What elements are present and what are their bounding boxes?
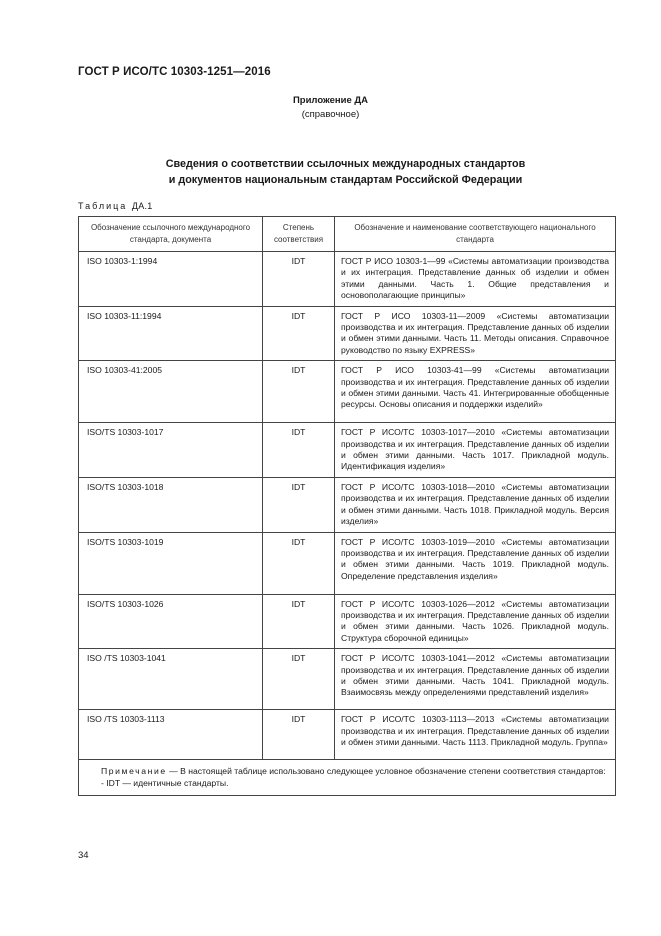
degree-cell: IDT — [263, 649, 335, 710]
table-caption — [78, 201, 153, 211]
column-header-reference: Обозначение ссылочного международного стандарта, документа — [79, 217, 263, 252]
national-standard-cell: ГОСТ Р ИСО/ТС 10303-1017—2010 «Системы автоматизации производства и их интеграция. Представление данных об изделии и обмен этими данными. Часть 1017. Прикладной модуль. Идентификация изделия» — [335, 423, 616, 478]
table-row — [79, 532, 616, 594]
table-caption-number: ДА.1 — [131, 201, 153, 211]
degree-cell: IDT — [263, 477, 335, 532]
degree-cell: IDT — [263, 710, 335, 760]
note-item: - IDT — идентичные стандарты. — [101, 778, 229, 789]
reference-cell: ISO/TS 10303-1018 — [79, 477, 263, 532]
section-title-line-1: Сведения о соответствии ссылочных международных стандартов — [165, 158, 526, 170]
document-header: ГОСТ Р ИСО/ТС 10303-1251—2016 — [78, 66, 271, 78]
annex-heading — [0, 94, 661, 122]
table-row — [79, 594, 616, 649]
reference-cell: ISO /TS 10303-1113 — [79, 710, 263, 760]
table-row — [79, 306, 616, 361]
annex-title: Приложение ДА — [292, 95, 369, 106]
reference-cell: ISO 10303-1:1994 — [79, 252, 263, 307]
degree-cell: IDT — [263, 594, 335, 649]
national-standard-cell: ГОСТ Р ИСО 10303-1—99 «Системы автоматизации производства и их интеграция. Представление данных об изделии и обмен этими данными. Часть 1. Общие представления и основополагающие принципы» — [335, 252, 616, 307]
national-standard-cell: ГОСТ Р ИСО 10303-11—2009 «Системы автоматизации производства и их интеграция. Представление данных об изделии и обмен этими данными. Часть 11. Методы описания. Справочное руководство по языку EXPRESS» — [335, 306, 616, 361]
table-caption-label: Таблица — [78, 201, 128, 211]
table-note-row — [79, 760, 616, 796]
table-row — [79, 649, 616, 710]
annex-subtitle: (справочное) — [301, 109, 360, 120]
reference-cell: ISO 10303-11:1994 — [79, 306, 263, 361]
degree-cell: IDT — [263, 252, 335, 307]
reference-cell: ISO /TS 10303-1041 — [79, 649, 263, 710]
degree-cell: IDT — [263, 532, 335, 594]
degree-cell: IDT — [263, 361, 335, 423]
national-standard-cell: ГОСТ Р ИСО/ТС 10303-1019—2010 «Системы автоматизации производства и их интеграция. Представление данных об изделии и обмен этими данными. Часть 1019. Прикладной модуль. Определение представления изделия» — [335, 532, 616, 594]
column-header-degree: Степень соответствия — [263, 217, 335, 252]
column-header-national: Обозначение и наименование соответствующего национального стандарта — [335, 217, 616, 252]
table-row — [79, 361, 616, 423]
degree-cell: IDT — [263, 423, 335, 478]
page-number: 34 — [78, 850, 89, 861]
reference-cell: ISO 10303-41:2005 — [79, 361, 263, 423]
table-row — [79, 477, 616, 532]
table-row — [79, 423, 616, 478]
section-title-line-2: и документов национальным стандартам Российской Федерации — [168, 174, 523, 186]
note-label: Примечание — [101, 766, 167, 777]
national-standard-cell: ГОСТ Р ИСО/ТС 10303-1113—2013 «Системы автоматизации производства и их интеграция. Представление данных об изделии и обмен этими данными. Часть 1113. Прикладной модуль. Группа» — [335, 710, 616, 760]
national-standard-cell: ГОСТ Р ИСО/ТС 10303-1041—2012 «Системы автоматизации производства и их интеграция. Представление данных об изделии и обмен этими данными. Часть 1041. Прикладной модуль. Взаимосвязь между определениями представлений изделия» — [335, 649, 616, 710]
correspondence-table — [78, 216, 616, 796]
reference-cell: ISO/TS 10303-1017 — [79, 423, 263, 478]
table-row — [79, 252, 616, 307]
national-standard-cell: ГОСТ Р ИСО 10303-41—99 «Системы автоматизации производства и их интеграция. Представление данных об изделии и обмен этими данными. Часть 41. Интегрированные обобщенные ресурсы. Основы описания и поддержки изделий» — [335, 361, 616, 423]
degree-cell: IDT — [263, 306, 335, 361]
table-note — [79, 760, 616, 796]
national-standard-cell: ГОСТ Р ИСО/ТС 10303-1018—2010 «Системы автоматизации производства и их интеграция. Представление данных об изделии и обмен этими данными. Часть 1018. Прикладной модуль. Версия изделия» — [335, 477, 616, 532]
reference-cell: ISO/TS 10303-1019 — [79, 532, 263, 594]
note-text: — В настоящей таблице использовано следующее условное обозначение степени соответствия стандартов: — [166, 766, 606, 777]
section-title — [0, 156, 661, 188]
table-row — [79, 710, 616, 760]
national-standard-cell: ГОСТ Р ИСО/ТС 10303-1026—2012 «Системы автоматизации производства и их интеграция. Представление данных об изделии и обмен этими данными. Часть 1026. Прикладной модуль. Структура сборочной единицы» — [335, 594, 616, 649]
table-header-row — [79, 217, 616, 252]
reference-cell: ISO/TS 10303-1026 — [79, 594, 263, 649]
